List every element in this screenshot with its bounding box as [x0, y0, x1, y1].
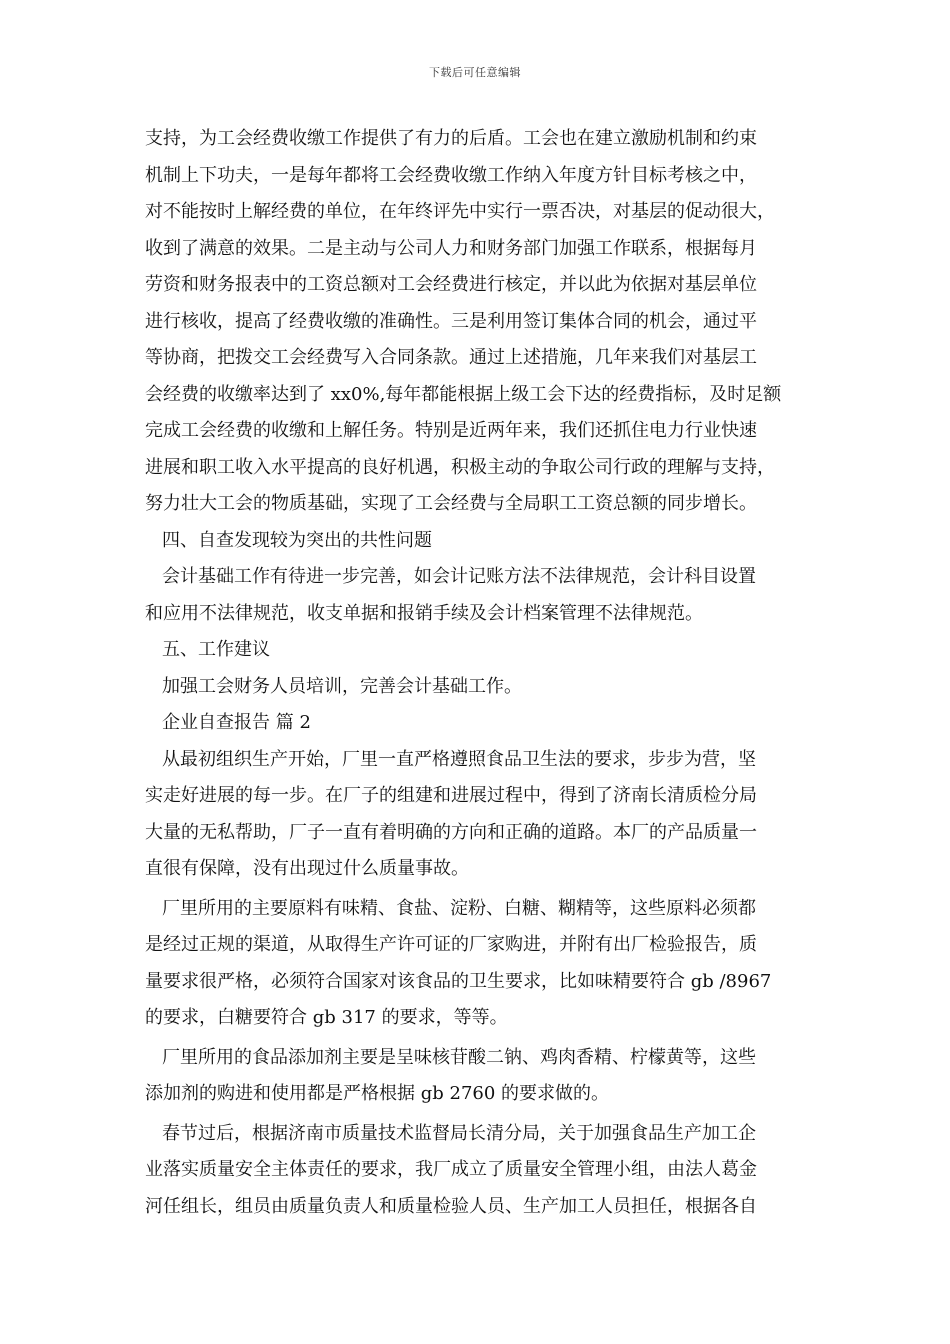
text-line: 是经过正规的渠道，从取得生产许可证的厂家购进，并附有出厂检验报告，质: [145, 934, 757, 955]
text-line: 的要求，白糖要符合 gb 317 的要求，等等。: [145, 1007, 508, 1028]
text-line: 机制上下功夫，一是每年都将工会经费收缴工作纳入年度方针目标考核之中，: [145, 164, 757, 186]
text-line: 努力壮大工会的物质基础，实现了工会经费与全局职工工资总额的同步增长。: [145, 493, 757, 514]
text-line: 量要求很严格，必须符合国家对该食品的卫生要求，比如味精要符合 gb /8967: [145, 970, 772, 992]
text-line: 等协商，把拨交工会经费写入合同条款。通过上述措施，几年来我们对基层工: [145, 347, 757, 368]
document-body: [145, 121, 817, 1225]
text-line: 业落实质量安全主体责任的要求，我厂成立了质量安全管理小组，由法人葛金: [145, 1159, 757, 1180]
text-line: 劳资和财务报表中的工资总额对工会经费进行核定，并以此为依据对基层单位: [145, 274, 757, 295]
section-heading: 五、工作建议: [162, 639, 270, 660]
text-line: 对不能按时上解经费的单位，在年终评先中实行一票否决，对基层的促动很大，: [145, 201, 775, 222]
text-line: 从最初组织生产开始，厂里一直严格遵照食品卫生法的要求，步步为营，坚: [162, 748, 756, 770]
page-header: 下载后可任意编辑: [429, 66, 521, 79]
text-line: 和应用不法律规范，收支单据和报销手续及会计档案管理不法律规范。: [145, 602, 703, 624]
text-line: 进展和职工收入水平提高的良好机遇，积极主动的争取公司行政的理解与支持，: [145, 456, 775, 478]
text-line: 河任组长，组员由质量负责人和质量检验人员、生产加工人员担任，根据各自: [145, 1195, 757, 1217]
text-line: 会计基础工作有待进一步完善，如会计记账方法不法律规范，会计科目设置: [162, 566, 756, 587]
text-line: 实走好进展的每一步。在厂子的组建和进展过程中，得到了济南长清质检分局: [145, 785, 757, 806]
text-line: 会经费的收缴率达到了 xx0%,每年都能根据上级工会下达的经费指标，及时足额: [145, 383, 782, 405]
text-line: 支持，为工会经费收缴工作提供了有力的后盾。工会也在建立激励机制和约束: [145, 128, 757, 149]
text-line: 大量的无私帮助，厂子一直有着明确的方向和正确的道路。本厂的产品质量一: [145, 821, 757, 843]
text-line: 收到了满意的效果。二是主动与公司人力和财务部门加强工作联系，根据每月: [145, 237, 757, 259]
text-line: 完成工会经费的收缴和上解任务。特别是近两年来，我们还抓住电力行业快速: [145, 420, 757, 441]
text-line: 添加剂的购进和使用都是严格根据 gb 2760 的要求做的。: [145, 1083, 610, 1104]
text-line: 春节过后，根据济南市质量技术监督局长清分局，关于加强食品生产加工企: [162, 1122, 756, 1144]
text-line: 加强工会财务人员培训，完善会计基础工作。: [162, 675, 522, 697]
text-line: 直很有保障，没有出现过什么质量事故。: [145, 858, 469, 879]
text-line: 厂里所用的主要原料有味精、食盐、淀粉、白糖、糊精等，这些原料必须都: [162, 897, 756, 919]
section-heading: 四、自查发现较为突出的共性问题: [162, 529, 432, 551]
report-title: 企业自查报告 篇 2: [162, 712, 311, 733]
text-line: 厂里所用的食品添加剂主要是呈味核苷酸二钠、鸡肉香精、柠檬黄等，这些: [162, 1046, 756, 1068]
text-line: 进行核收，提高了经费收缴的准确性。三是利用签订集体合同的机会，通过平: [145, 310, 757, 332]
